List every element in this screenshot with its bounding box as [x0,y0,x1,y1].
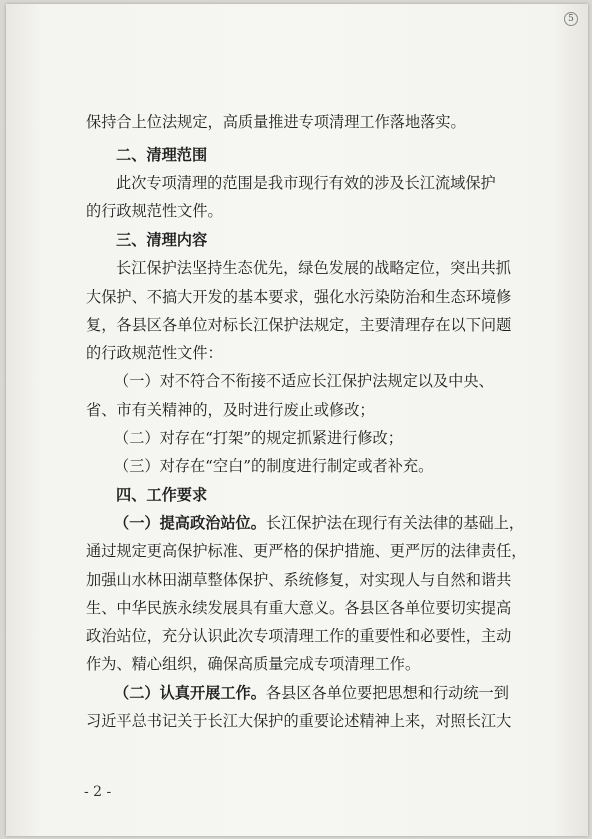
body-line: 作为、精心组织，确保高质量完成专项清理工作。 [86,655,421,673]
body-line: 生、中华民族永续发展具有重大意义。各县区各单位要切实提高 [86,599,512,617]
body-line: （一）对不符合不衔接不适应长江保护法规定以及中央、 [114,372,494,390]
body-line: 长江保护法坚持生态优先，绿色发展的战略定位，突出共抓 [116,259,511,277]
subsection-text: 长江保护法在现行有关法律的基础上， [265,514,525,532]
body-line: 大保护、不搞大开发的基本要求，强化水污染防治和生态环境修 [86,288,512,306]
subsection-line [114,683,592,703]
body-line: 习近平总书记关于长江大保护的重要论述精神上来，对照长江大 [86,712,512,730]
subsection-line [114,513,592,533]
section-heading: 二、清理范围 [116,146,208,164]
body-line: 加强山水林田湖草整体保护、系统修复，对实现人与自然和谐共 [86,571,512,589]
body-line: 保持合上位法规定，高质量推进专项清理工作落地落实。 [86,113,466,131]
section-heading: 三、清理内容 [116,231,208,249]
body-line: 的行政规范性文件： [86,344,223,362]
subsection-lead: （二）认真开展工作。 [114,684,266,702]
subsection-text: 各县区各单位要把思想和行动统一到 [265,684,509,702]
document-page [6,4,588,836]
body-line: （三）对存在“空白”的制度进行制定或者补充。 [114,457,434,475]
subsection-lead: （一）提高政治站位。 [114,514,266,532]
section-heading: 四、工作要求 [116,486,208,504]
page-number: - 2 - [84,784,112,800]
body-line: 复，各县区各单位对标长江保护法规定，主要清理存在以下问题 [86,316,512,334]
body-line: 省、市有关精神的，及时进行废止或修改； [86,401,375,419]
body-line: 此次专项清理的范围是我市现行有效的涉及长江流域保护 [116,174,496,192]
corner-circle-mark: 5 [564,12,578,26]
body-line: 通过规定更高保护标准、更严格的保护措施、更严厉的法律责任， [86,542,527,560]
body-line: （二）对存在“打架”的规定抓紧进行修改； [114,429,403,447]
body-line: 政治站位，充分认识此次专项清理工作的重要性和必要性，主动 [86,627,512,645]
body-line: 的行政规范性文件。 [86,202,223,220]
